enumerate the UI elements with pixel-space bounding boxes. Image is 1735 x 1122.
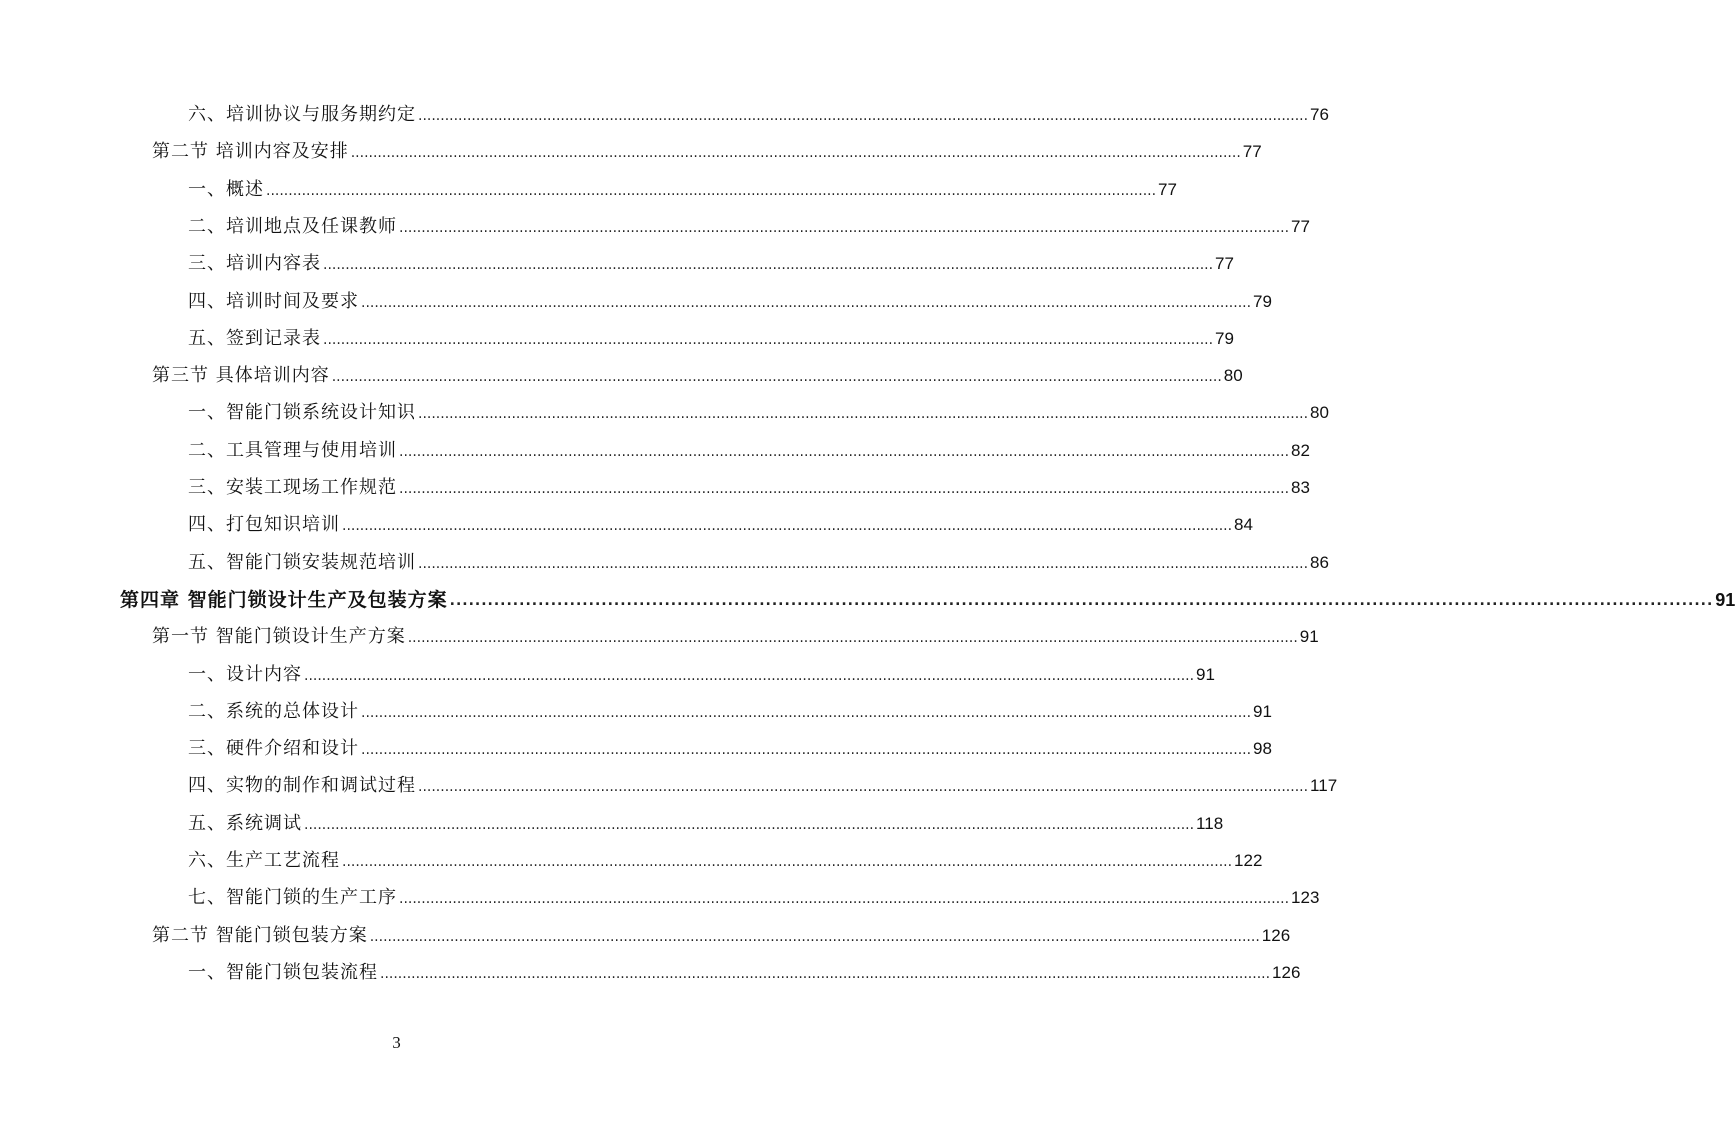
toc-entry-label: 五、系统调试 [188, 812, 302, 834]
toc-item-entry[interactable] [188, 880, 1320, 910]
toc-entry-label: 三、硬件介绍和设计 [188, 738, 359, 760]
toc-entry-page: 79 [1253, 291, 1272, 311]
toc-dot-leader: ........................................................................................................................................................................................................ [361, 704, 1252, 721]
toc-entry-label: 二、培训地点及任课教师 [188, 215, 397, 237]
toc-entry-page: 86 [1310, 552, 1329, 572]
toc-entry-label: 三、培训内容表 [188, 253, 321, 275]
toc-dot-leader: ........................................................................................................................................................................................................ [369, 928, 1260, 945]
toc-item-entry[interactable] [188, 97, 1329, 127]
toc-dot-leader: ........................................................................................................................................................................................................ [399, 481, 1290, 497]
toc-section-entry[interactable] [152, 619, 1319, 649]
toc-section-entry[interactable] [152, 918, 1291, 948]
toc-entry-page: 126 [1261, 925, 1291, 945]
toc-item-entry[interactable] [188, 172, 1177, 202]
toc-dot-leader: ........................................................................................................................................................................................................ [350, 145, 1241, 162]
toc-item-entry[interactable] [188, 246, 1234, 276]
toc-entry-page: 91 [1299, 627, 1319, 647]
toc-entry-page: 77 [1242, 142, 1262, 162]
toc-entry-page: 91 [1715, 589, 1735, 610]
toc-item-entry[interactable] [188, 284, 1272, 314]
toc-item-entry[interactable] [188, 955, 1301, 985]
toc-entry-page: 98 [1253, 739, 1272, 759]
toc-item-entry[interactable] [188, 806, 1224, 836]
toc-dot-leader: ........................................................................................................................................................................................................ [331, 369, 1222, 386]
toc-entry-label: 二、工具管理与使用培训 [188, 439, 397, 461]
toc-entry-label: 第四章 智能门锁设计生产及包装方案 [120, 588, 448, 611]
toc-dot-leader: ........................................................................................................................................................................................................ [380, 965, 1271, 982]
toc-dot-leader: ........................................................................................................................................................................................................ [399, 443, 1290, 460]
toc-entry-label: 六、培训协议与服务期约定 [188, 104, 416, 125]
toc-item-entry[interactable] [188, 657, 1215, 687]
toc-item-entry[interactable] [188, 321, 1234, 351]
toc-dot-leader: ........................................................................................................................................................................................................ [323, 257, 1214, 274]
toc-entry-label: 七、智能门锁的生产工序 [188, 887, 397, 909]
toc-entry-label: 一、设计内容 [188, 663, 302, 685]
toc-entry-label: 五、签到记录表 [188, 327, 321, 349]
toc-entry-label: 一、智能门锁包装流程 [188, 961, 378, 983]
toc-dot-leader: ........................................................................................................................................................................................................ [418, 555, 1309, 572]
toc-item-entry[interactable] [188, 209, 1310, 239]
toc-entry-label: 第二节 培训内容及安排 [152, 141, 349, 163]
toc-entry-page: 77 [1158, 179, 1177, 199]
toc-dot-leader: ........................................................................................................................................................................................................ [418, 406, 1309, 423]
toc-entry-page: 123 [1291, 888, 1320, 908]
toc-section-entry[interactable] [152, 134, 1262, 164]
toc-item-entry[interactable] [188, 545, 1329, 575]
toc-entry-label: 二、系统的总体设计 [188, 700, 359, 722]
toc-entry-label: 一、概述 [188, 178, 264, 200]
toc-entry-page: 84 [1234, 515, 1253, 535]
toc-entry-page: 77 [1291, 216, 1310, 236]
page-number: 3 [392, 1033, 401, 1052]
toc-entry-page: 122 [1234, 851, 1263, 870]
toc-entry-page: 118 [1196, 813, 1224, 833]
toc-chapter-entry[interactable] [120, 582, 1735, 612]
toc-entry-page: 80 [1310, 403, 1329, 423]
toc-dot-leader: ........................................................................................................................................................................................................ [304, 667, 1195, 684]
toc-entry-page: 91 [1253, 701, 1272, 721]
toc-entry-page: 77 [1215, 254, 1234, 274]
toc-dot-leader: ........................................................................................................................................................................................................ [418, 108, 1309, 124]
toc-item-entry[interactable] [188, 395, 1329, 425]
toc-dot-leader: ........................................................................................................................................................................................................ [418, 779, 1309, 796]
toc-entry-page: 83 [1291, 478, 1310, 497]
toc-item-entry[interactable] [188, 470, 1310, 500]
toc-dot-leader: ........................................................................................................................................................................................................ [399, 219, 1290, 236]
toc-entry-page: 76 [1310, 105, 1329, 124]
toc-dot-leader: ........................................................................................................................................................................................................ [361, 742, 1252, 759]
toc-entry-label: 六、生产工艺流程 [188, 850, 340, 871]
toc-dot-leader: ........................................................................................................................................................................................................ [342, 518, 1233, 535]
toc-item-entry[interactable] [188, 731, 1272, 761]
toc-item-entry[interactable] [188, 694, 1272, 724]
toc-dot-leader: ........................................................................................................................................................................................................ [323, 331, 1214, 348]
toc-entry-label: 四、实物的制作和调试过程 [188, 775, 416, 797]
toc-dot-leader: ........................................................................................................................................................................................................ [449, 592, 1714, 609]
toc-entry-label: 第三节 具体培训内容 [152, 365, 330, 387]
toc-entry-page: 117 [1310, 776, 1338, 796]
toc-entry-label: 五、智能门锁安装规范培训 [188, 551, 416, 573]
toc-entry-page: 126 [1272, 962, 1301, 982]
toc-entry-page: 82 [1291, 440, 1310, 460]
toc-entry-label: 四、培训时间及要求 [188, 290, 359, 312]
toc-entry-page: 79 [1215, 328, 1234, 348]
toc-section-entry[interactable] [152, 358, 1243, 388]
toc-entry-label: 第二节 智能门锁包装方案 [152, 924, 368, 946]
toc-item-entry[interactable] [188, 843, 1263, 873]
toc-item-entry[interactable] [188, 768, 1338, 798]
toc-entry-label: 第一节 智能门锁设计生产方案 [152, 626, 406, 648]
toc-entry-label: 三、安装工现场工作规范 [188, 477, 397, 498]
toc-entry-page: 80 [1223, 366, 1243, 386]
toc-dot-leader: ........................................................................................................................................................................................................ [399, 891, 1290, 908]
toc-entry-label: 一、智能门锁系统设计知识 [188, 402, 416, 424]
toc-entry-page: 91 [1196, 664, 1215, 684]
toc-entry-label: 四、打包知识培训 [188, 514, 340, 536]
toc-dot-leader: ........................................................................................................................................................................................................ [342, 854, 1233, 870]
toc-dot-leader: ........................................................................................................................................................................................................ [304, 816, 1195, 833]
toc-dot-leader: ........................................................................................................................................................................................................ [361, 294, 1252, 311]
toc-item-entry[interactable] [188, 507, 1253, 537]
toc-item-entry[interactable] [188, 433, 1310, 463]
toc-dot-leader: ........................................................................................................................................................................................................ [266, 182, 1157, 199]
toc-dot-leader: ........................................................................................................................................................................................................ [407, 630, 1298, 647]
